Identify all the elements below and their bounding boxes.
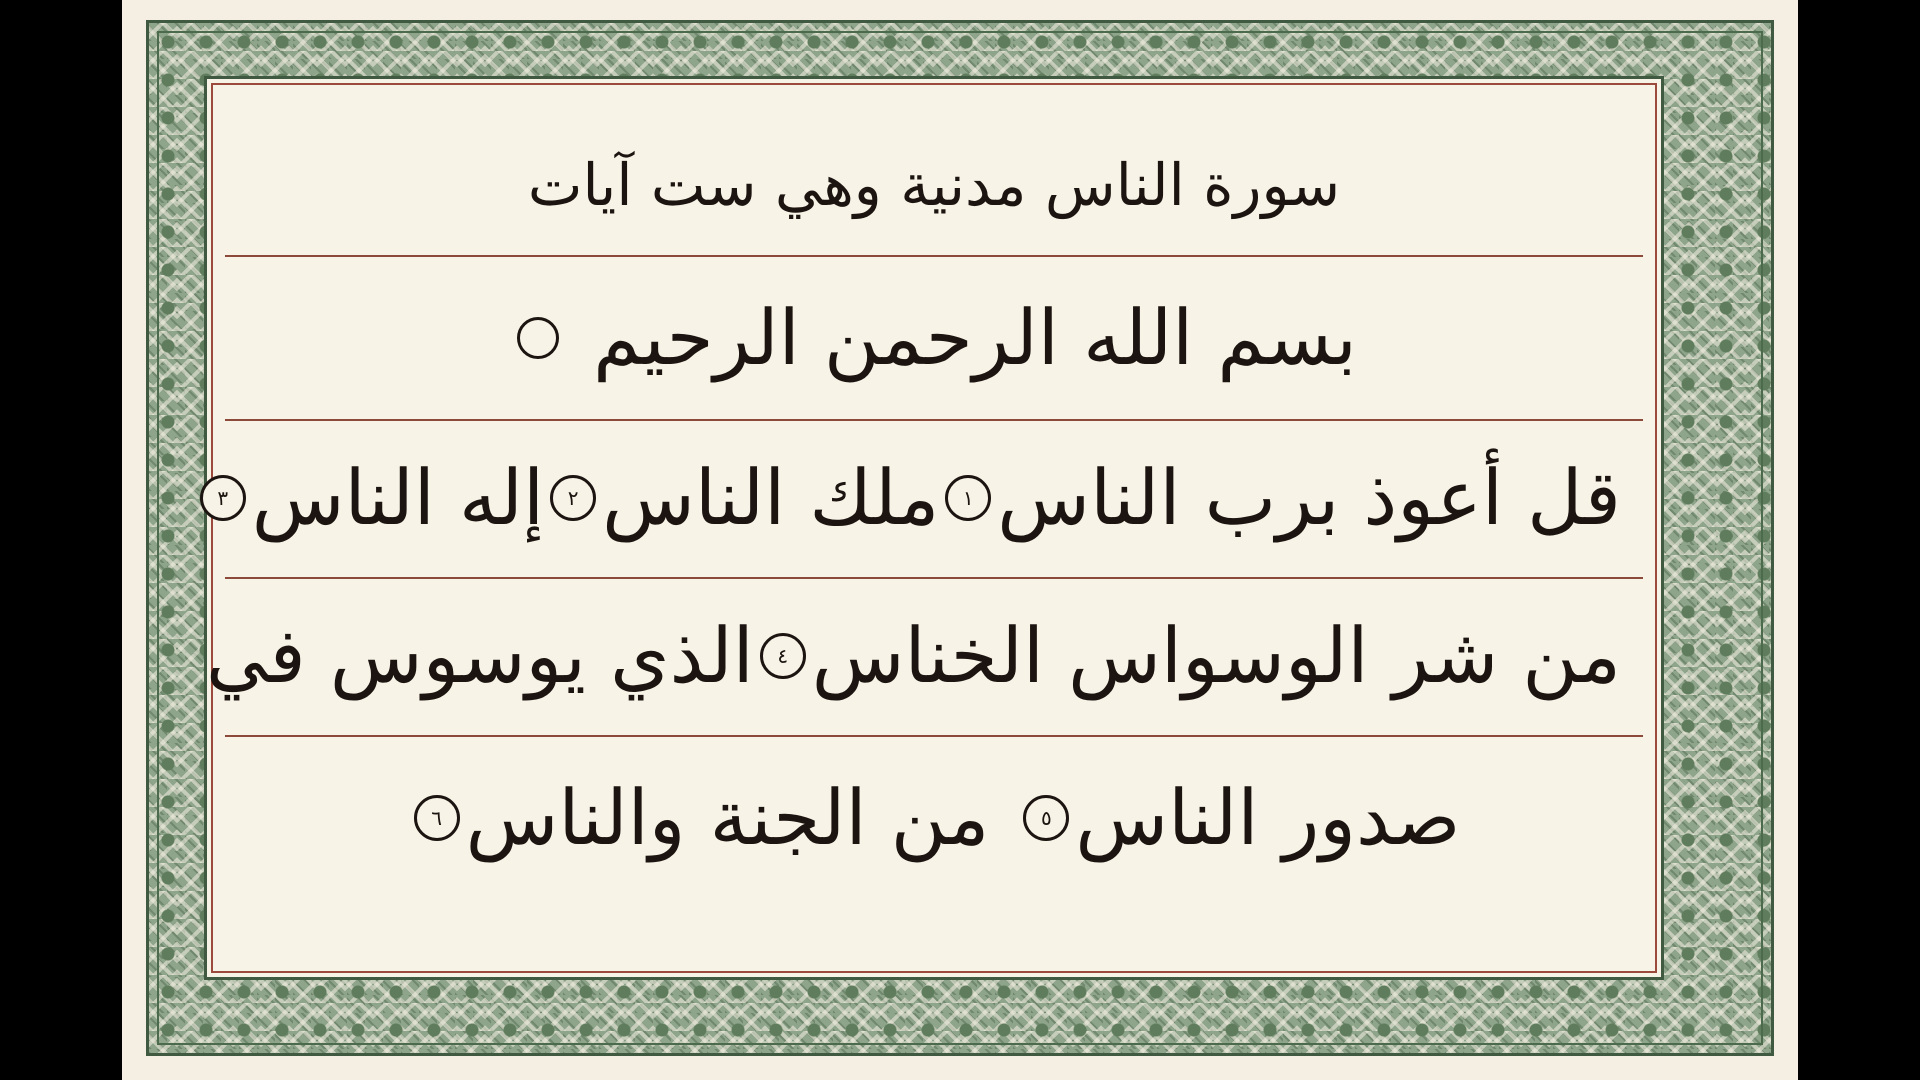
verse-text: إله الناس — [251, 453, 545, 543]
verse-text: صدور الناس — [1075, 773, 1461, 863]
basmala-marker-icon — [517, 317, 559, 359]
verse-text: من شر الوسواس الخناس — [811, 611, 1621, 701]
verse-segment — [408, 772, 990, 863]
mushaf-page — [122, 0, 1798, 1080]
verse-line-3 — [247, 743, 1621, 893]
verse-segment — [939, 452, 1621, 543]
surah-header — [207, 115, 1661, 255]
verse-segment — [1017, 772, 1460, 863]
rule-divider — [225, 419, 1643, 421]
verse-segment — [206, 610, 754, 701]
rule-divider — [225, 735, 1643, 737]
verse-segment — [194, 452, 544, 543]
ayah-number-marker: ٢ — [550, 475, 596, 521]
verse-line-2 — [206, 581, 1621, 731]
surah-title: سورة الناس مدنية وهي ست آيات — [527, 151, 1341, 219]
ayah-number-marker: ٥ — [1023, 795, 1069, 841]
basmala-text: بسم الله الرحمن الرحيم — [593, 293, 1357, 383]
ayah-number-marker: ١ — [945, 475, 991, 521]
text-panel — [204, 76, 1664, 980]
basmala-line — [247, 263, 1621, 413]
ayah-number-marker: ٦ — [414, 795, 460, 841]
verse-segment — [544, 452, 939, 543]
verse-text: الذي يوسوس في — [206, 611, 754, 701]
rule-divider — [225, 255, 1643, 257]
ayah-number-marker: ٤ — [760, 633, 806, 679]
verse-text: قل أعوذ برب الناس — [997, 453, 1621, 543]
ayah-number-marker: ٣ — [200, 475, 246, 521]
rule-divider — [225, 577, 1643, 579]
verse-text: من الجنة والناس — [465, 773, 990, 863]
verse-segment — [754, 610, 1621, 701]
verse-line-1 — [217, 423, 1621, 573]
verse-text: ملك الناس — [602, 453, 940, 543]
